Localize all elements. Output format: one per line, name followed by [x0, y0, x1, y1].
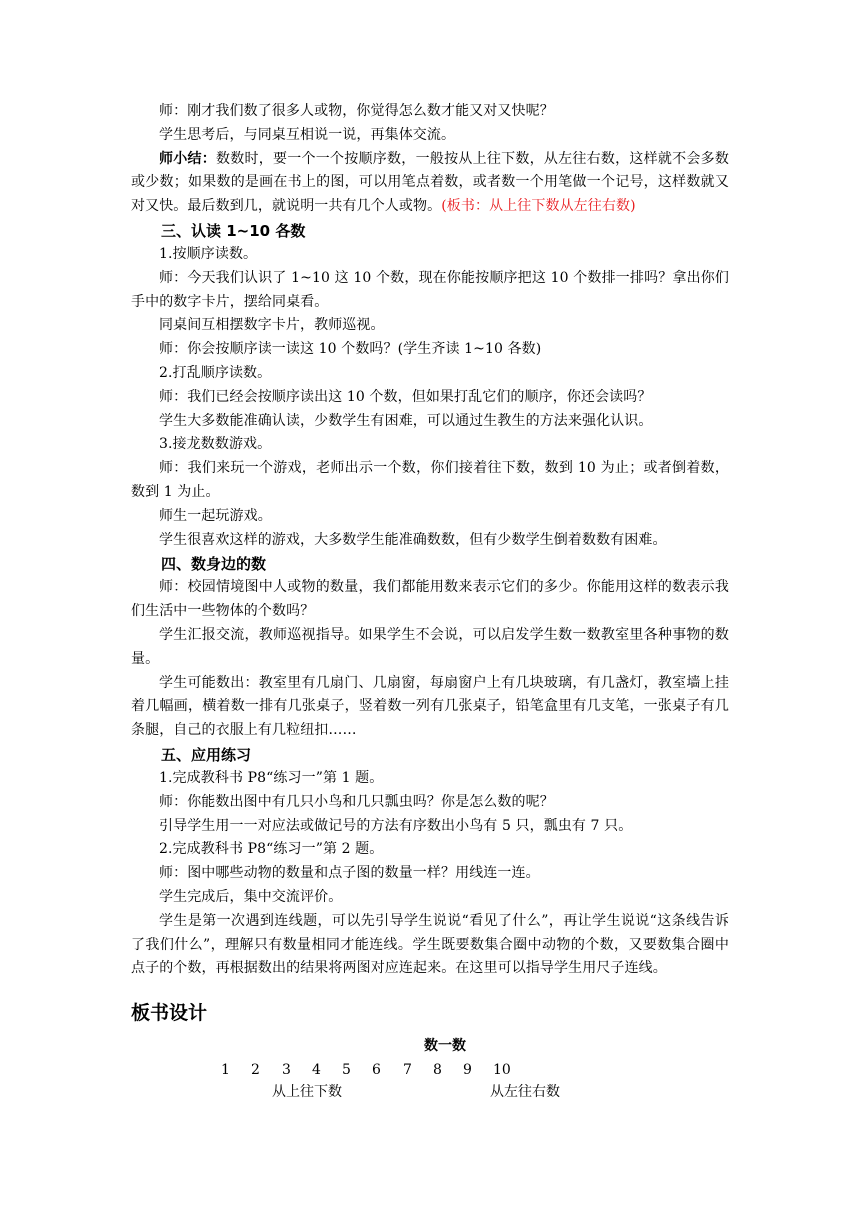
number-6: 6	[372, 1062, 381, 1078]
number-10: 10	[493, 1062, 511, 1078]
paragraph: 2.打乱顺序读数。	[159, 364, 272, 381]
board-title: 数一数	[424, 1038, 466, 1054]
paragraph: 学生大多数能准确认读，少数学生有困难，可以通过生教生的方法来强化认识。	[159, 412, 653, 429]
section-heading-3: 三、认读 1~10 各数	[161, 221, 306, 240]
paragraph: 2.完成教科书 P8“练习一”第 2 题。	[159, 841, 384, 858]
paragraph: 学生完成后，集中交流评价。	[159, 888, 343, 905]
summary-text: 数数时，要一个一个按顺序数，一般按从上往下数，从左往右数，这样就不会多数或少数；如果数的是画在书上的图，可以用笔点着数，或者数一个用笔做一个记号，这样数就又对又快。最后数到几，就说明一共有几个人或物。	[131, 150, 729, 215]
paragraph: 师：图中哪些动物的数量和点子图的数量一样？用线连一连。	[159, 865, 540, 882]
paragraph: 学生思考后，与同桌互相说一说，再集体交流。	[159, 126, 456, 143]
board-label-top-to-bottom: 从上往下数	[272, 1084, 342, 1100]
number-1: 1	[221, 1062, 230, 1078]
paragraph: 学生可能数出：教室里有几扇门、几扇窗，每扇窗户上有几块玻璃，有几盏灯，教室墙上挂着几幅画，横着数一排有几张桌子，竖着数一列有几张桌子，铅笔盒里有几支笔，一张桌子有几条腿，自己的衣服上有几粒纽扣……	[131, 674, 729, 739]
paragraph: 师：刚才我们数了很多人或物，你觉得怎么数才能又对又快呢？	[159, 103, 554, 119]
paragraph: 1.完成教科书 P8“练习一”第 1 题。	[159, 769, 384, 786]
paragraph: 师生一起玩游戏。	[159, 507, 272, 524]
number-3: 3	[282, 1062, 291, 1078]
number-7: 7	[403, 1062, 412, 1078]
paragraph: 师：我们已经会按顺序读出这 10 个数，但如果打乱它们的顺序，你还会读吗？	[159, 388, 652, 405]
number-8: 8	[433, 1062, 442, 1078]
number-row	[0, 1060, 860, 1080]
number-5: 5	[342, 1062, 351, 1078]
number-9: 9	[463, 1062, 472, 1078]
paragraph: 3.接龙数数游戏。	[159, 436, 272, 453]
paragraph: 师：我们来玩一个游戏，老师出示一个数，你们接着往下数，数到 10 为止；或者倒着数，数到 1 为止。	[131, 460, 729, 500]
paragraph: 1.按顺序读数。	[159, 245, 258, 262]
board-design-heading: 板书设计	[131, 1002, 208, 1024]
section-heading-4: 四、数身边的数	[161, 555, 267, 574]
paragraph: 学生汇报交流，教师巡视指导。如果学生不会说，可以启发学生数一数教室里各种事物的数量。	[131, 626, 729, 667]
paragraph: 同桌间互相摆数字卡片，教师巡视。	[159, 317, 385, 334]
paragraph: 师：校园情境图中人或物的数量，我们都能用数来表示它们的多少。你能用这样的数表示我们生活中一些物体的个数吗？	[131, 579, 729, 620]
paragraph: 引导学生用一一对应法或做记号的方法有序数出小鸟有 5 只，瓢虫有 7 只。	[159, 817, 633, 834]
paragraph: 师：你会按顺序读一读这 10 个数吗？(学生齐读 1~10 各数)	[159, 341, 542, 358]
number-4: 4	[312, 1062, 321, 1078]
section-heading-5: 五、应用练习	[161, 745, 252, 764]
number-2: 2	[251, 1062, 260, 1078]
paragraph: 师：你能数出图中有几只小鸟和几只瓢虫吗？你是怎么数的呢？	[159, 793, 554, 810]
teacher-summary-paragraph	[131, 148, 729, 219]
board-note: (板书：从上往下数从左往右数)	[441, 198, 636, 215]
summary-label: 师小结：	[159, 150, 217, 167]
paragraph: 学生是第一次遇到连线题，可以先引导学生说说“看见了什么”，再让学生说说“这条线告诉了我们什么”，理解只有数量相同才能连线。学生既要数集合圈中动物的个数，又要数集合圈中点子的个数，再根据数出的结果将两图对应连起来。在这里可以指导学生用尺子连线。	[131, 912, 729, 977]
board-label-left-to-right: 从左往右数	[490, 1084, 560, 1100]
paragraph: 师：今天我们认识了 1~10 这 10 个数，现在你能按顺序把这 10 个数排一排吗？拿出你们手中的数字卡片，摆给同桌看。	[131, 269, 729, 310]
lesson-body	[131, 100, 729, 981]
paragraph: 学生很喜欢这样的游戏，大多数学生能准确数数，但有少数学生倒着数数有困难。	[159, 531, 667, 548]
